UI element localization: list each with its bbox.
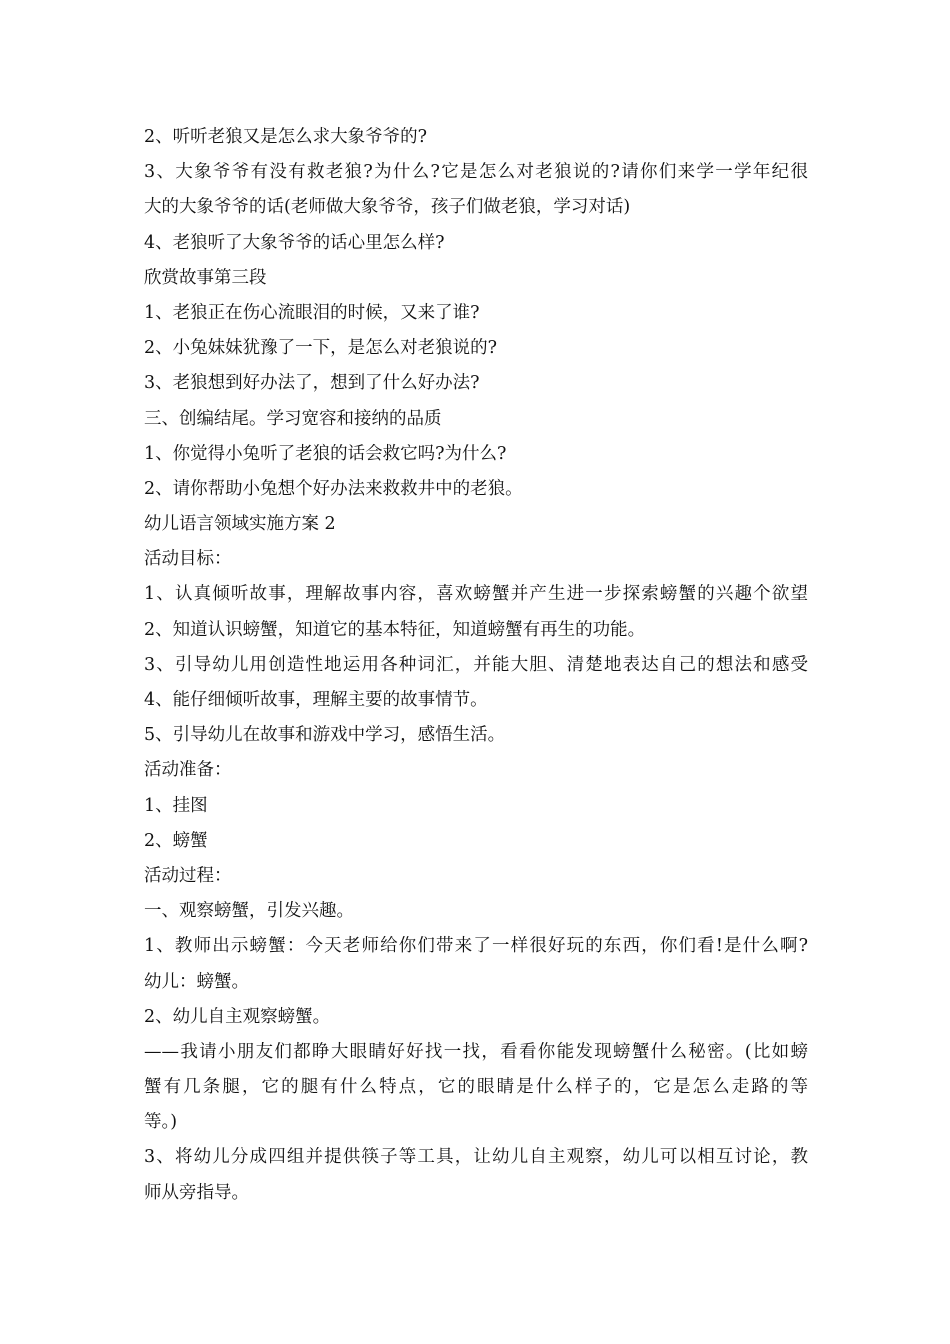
text-line: 4、老狼听了大象爷爷的话心里怎么样?	[144, 232, 445, 253]
section-heading: 三、创编结尾。学习宽容和接纳的品质	[144, 408, 442, 429]
document-body	[144, 120, 808, 1211]
text-line: 师从旁指导。	[144, 1182, 249, 1203]
document-title: 幼儿语言领域实施方案 2	[144, 514, 336, 535]
text-line: 1、认真倾听故事，理解故事内容，喜欢螃蟹并产生进一步探索螃蟹的兴趣个欲望	[144, 584, 808, 605]
section-heading: 欣赏故事第三段	[144, 267, 267, 288]
section-heading: 活动准备：	[144, 760, 232, 781]
text-line: 蟹有几条腿，它的腿有什么特点，它的眼睛是什么样子的，它是怎么走路的等	[144, 1077, 808, 1098]
text-line: 2、听听老狼又是怎么求大象爷爷的?	[144, 127, 428, 147]
section-heading: 一、观察螃蟹，引发兴趣。	[144, 901, 354, 922]
text-line: 3、将幼儿分成四组并提供筷子等工具，让幼儿自主观察，幼儿可以相互讨论，教	[144, 1147, 808, 1168]
text-line: 3、老狼想到好办法了，想到了什么好办法?	[144, 373, 480, 394]
text-line: 2、知道认识螃蟹，知道它的基本特征，知道螃蟹有再生的功能。	[144, 619, 646, 640]
section-heading: 活动过程：	[144, 865, 232, 886]
text-line: 4、能仔细倾听故事，理解主要的故事情节。	[144, 690, 488, 710]
text-line: 5、引导幼儿在故事和游戏中学习，感悟生活。	[144, 725, 506, 746]
text-line: 等。)	[144, 1112, 178, 1133]
text-line: 1、你觉得小兔听了老狼的话会救它吗?为什么?	[144, 443, 507, 464]
text-line: 3、大象爷爷有没有救老狼?为什么?它是怎么对老狼说的?请你们来学一学年纪很	[144, 162, 808, 183]
text-line: 2、螃蟹	[144, 830, 208, 851]
text-line: 1、老狼正在伤心流眼泪的时候，又来了谁?	[144, 302, 480, 323]
text-line: 幼儿：螃蟹。	[144, 971, 249, 992]
text-line: 2、小兔妹妹犹豫了一下，是怎么对老狼说的?	[144, 338, 498, 359]
text-line: 大的大象爷爷的话(老师做大象爷爷，孩子们做老狼，学习对话)	[144, 197, 631, 218]
text-line: 1、挂图	[144, 795, 208, 816]
text-line: 3、引导幼儿用创造性地运用各种词汇，并能大胆、清楚地表达自己的想法和感受	[144, 654, 808, 675]
text-line: 1、教师出示螃蟹：今天老师给你们带来了一样很好玩的东西，你们看!是什么啊?	[144, 936, 808, 957]
text-line: ——我请小朋友们都睁大眼睛好好找一找，看看你能发现螃蟹什么秘密。(比如螃	[144, 1041, 808, 1062]
text-line: 2、请你帮助小兔想个好办法来救救井中的老狼。	[144, 478, 523, 499]
text-line: 2、幼儿自主观察螃蟹。	[144, 1006, 331, 1027]
section-heading: 活动目标：	[144, 549, 232, 570]
